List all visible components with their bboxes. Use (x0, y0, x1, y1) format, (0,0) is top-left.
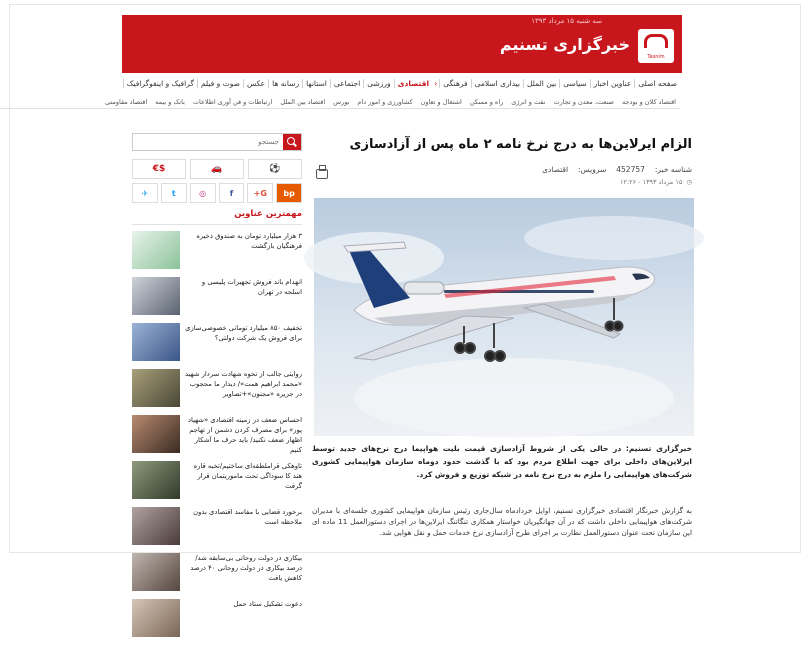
nav-item-graphics[interactable]: گرافیک و اینفوگرافیک (123, 79, 197, 88)
site-header (122, 15, 682, 73)
nav-item-photo[interactable]: عکس (243, 79, 268, 88)
list-item[interactable] (132, 461, 302, 503)
instagram-icon[interactable]: ◎ (190, 183, 216, 203)
subnav-item[interactable]: بانک و بیمه (155, 97, 185, 106)
subnav-item[interactable]: نفت و انرژی (511, 97, 546, 106)
article-lead: خبرگزاری تسنیم: در حالی یکی از شروط آزادسازی قیمت بلیت هواپیما درج نرخ‌های جدید توسط ایرلاین‌های داخلی برای جهت اطلاع مردم بود که با گذشت حدود دوماه سازمان هواپیمایی کشوری شرکت‌های هواپیمایی را ملزم به درج نرخ نامه در شبکه توزیع و فروش کرد. (312, 444, 692, 479)
list-item[interactable] (132, 369, 302, 411)
search-box (132, 133, 302, 151)
nav-item-provinces[interactable]: استانها (302, 79, 330, 88)
headline-thumbnail (132, 507, 180, 545)
nav-item-economic[interactable]: اقتصادی (394, 79, 432, 88)
article-date: ۱۵ مرداد ۱۳۹۳ - ۱۲:۲۶ (619, 178, 683, 186)
headline-thumbnail (132, 369, 180, 407)
headline-text[interactable]: بیکاری در دولت روحانی بی‌سابقه شد/ درصد بیکاری در دولت روحانی ۴۰ درصد کاهش یافت (190, 554, 302, 582)
logo-mark-icon (644, 34, 668, 48)
top-headlines-list (132, 231, 302, 645)
headline-text[interactable]: انهدام باند فروش تجهیزات پلیسی و اسلحه در تهران (201, 278, 302, 296)
primary-nav (0, 75, 680, 91)
list-item[interactable] (132, 553, 302, 595)
subnav-item[interactable]: اقتصاد بین الملل (280, 97, 326, 106)
car-icon[interactable]: 🚗 (190, 159, 244, 179)
site-logo[interactable] (638, 29, 674, 63)
headline-text[interactable]: روایتی جالب از نحوه شهادت سردار شهید «محمد ابراهیم همت»/ دیدار ما محجوب در جزیره «مجنون»+تصاویر (185, 370, 302, 398)
secondary-nav (0, 95, 680, 109)
nav-item-media[interactable]: رسانه ها (268, 79, 302, 88)
currency-icon[interactable]: $€ (132, 159, 186, 179)
subnav-item[interactable]: بورس (333, 97, 350, 106)
headline-text[interactable]: احساس ضعف در زمینه اقتصادی «شهیاد پور» برای مصرف کردن دشمن از تهاجم اظهار ضعف نکنید/ باید حرف ما آشکار کنیم (187, 416, 302, 454)
telegram-icon[interactable]: ✈ (132, 183, 158, 203)
subnav-item[interactable]: اقتصاد کلان و بودجه (621, 97, 676, 106)
nav-item-international[interactable]: بین الملل (523, 79, 559, 88)
article-meta (542, 165, 692, 174)
headline-thumbnail (132, 231, 180, 269)
subnav-item[interactable]: کشاورزی و امور دام (357, 97, 413, 106)
google-plus-icon[interactable]: G+ (247, 183, 273, 203)
soccer-ball-icon[interactable]: ⚽ (248, 159, 302, 179)
headline-text[interactable]: تاوهکی قراملطقه‌ای ساختیم/تخبه قاره هند کا سوداگی تحت ماموریتمان قرار گرفت (193, 462, 302, 490)
clock-icon: ◷ (686, 178, 692, 186)
list-item[interactable] (132, 415, 302, 457)
news-id: 452757 (616, 165, 645, 174)
header-date: سه شنبه ۱۵ مرداد ۱۳۹۳ (531, 17, 602, 25)
search-input[interactable] (133, 135, 283, 149)
headline-thumbnail (132, 277, 180, 315)
social-links (132, 183, 302, 203)
list-item[interactable] (132, 277, 302, 319)
chevron-left-icon: ‹ (434, 78, 438, 88)
print-icon[interactable] (316, 169, 328, 179)
headline-thumbnail (132, 599, 180, 637)
subnav-item[interactable]: ارتباطات و فن آوری اطلاعات (192, 97, 273, 106)
subnav-item[interactable]: اقتصاد مقاومتی (104, 97, 148, 106)
service-value[interactable]: اقتصادی (542, 165, 569, 174)
article-title: الزام ایرلاین‌ها به درج نرخ نامه ۲ ماه پس از آزادسازی (349, 137, 692, 152)
headline-text[interactable]: ۳ هزار میلیارد تومان به صندوق ذخیره فرهنگیان بازگشت (196, 232, 302, 250)
headline-thumbnail (132, 323, 180, 361)
list-item[interactable] (132, 507, 302, 549)
nav-item-social[interactable]: اجتماعی (330, 79, 363, 88)
browser-page (9, 4, 801, 608)
subnav-item[interactable]: راه و مسکن (469, 97, 504, 106)
headline-text[interactable]: تخفیف ۸۵۰ میلیارد تومانی خصوصی‌سازی برای فروش یک شرکت دولتی؟ (185, 324, 302, 342)
headline-text[interactable]: دعوت تشکیل ستاد حمل (233, 600, 302, 608)
nav-item-headlines[interactable]: عناوین اخبار (590, 79, 635, 88)
headline-thumbnail (132, 553, 180, 591)
nav-item-home[interactable]: صفحه اصلی (634, 79, 680, 88)
service-label: سرویس: (578, 165, 607, 174)
site-title[interactable]: خبرگزاری تسنیم (499, 35, 630, 54)
airplane-illustration (314, 198, 694, 436)
list-item[interactable] (132, 323, 302, 365)
news-id-label: شناسه خبر: (654, 165, 692, 174)
service-shortcuts (132, 159, 302, 179)
list-item[interactable] (132, 599, 302, 641)
nav-item-audio-video[interactable]: صوت و فیلم (197, 79, 243, 88)
subnav-item[interactable]: صنعت، معدن و تجارت (553, 97, 614, 106)
nav-item-political[interactable]: سیاسی (559, 79, 589, 88)
bp-icon[interactable]: bp (276, 183, 302, 203)
article-photo (314, 198, 694, 436)
search-icon[interactable] (283, 134, 301, 150)
facebook-icon[interactable]: f (219, 183, 245, 203)
headline-thumbnail (132, 461, 180, 499)
logo-subtitle: Tasnim (647, 54, 665, 60)
nav-item-cultural[interactable]: فرهنگی (439, 79, 470, 88)
nav-item-sports[interactable]: ورزشی (363, 79, 393, 88)
headline-thumbnail (132, 415, 180, 453)
nav-item-islamic-awakening[interactable]: بیداری اسلامی (471, 79, 523, 88)
list-item[interactable] (132, 231, 302, 273)
article-date-row (620, 178, 692, 186)
headline-text[interactable]: برخورد قضایی با مفاسد اقتصادی بدون ملاحظه است (193, 508, 302, 526)
twitter-icon[interactable]: t (161, 183, 187, 203)
subnav-item[interactable]: اشتغال و تعاون (420, 97, 462, 106)
top-headlines-title: مهمترین عناوین (132, 209, 302, 225)
article-body: به گزارش خبرنگار اقتصادی خبرگزاری تسنیم، اوایل خردادماه سال‌جاری رئیس سازمان هواپیمایی کشوری جلسه‌ای با مدیران شرکت‌های هواپیمایی داخلی داشت که در آن جهانگیریان خواستار همکاری تنگاتنگ ایرلاین‌ها در اجرای دستورالعمل 11 ماده ای این سازمان تحت عنوان دستورالعمل نظارت بر اجرای طرح آزادسازی نرخ خدمات حمل و نقل هوایی شد. (312, 506, 692, 537)
